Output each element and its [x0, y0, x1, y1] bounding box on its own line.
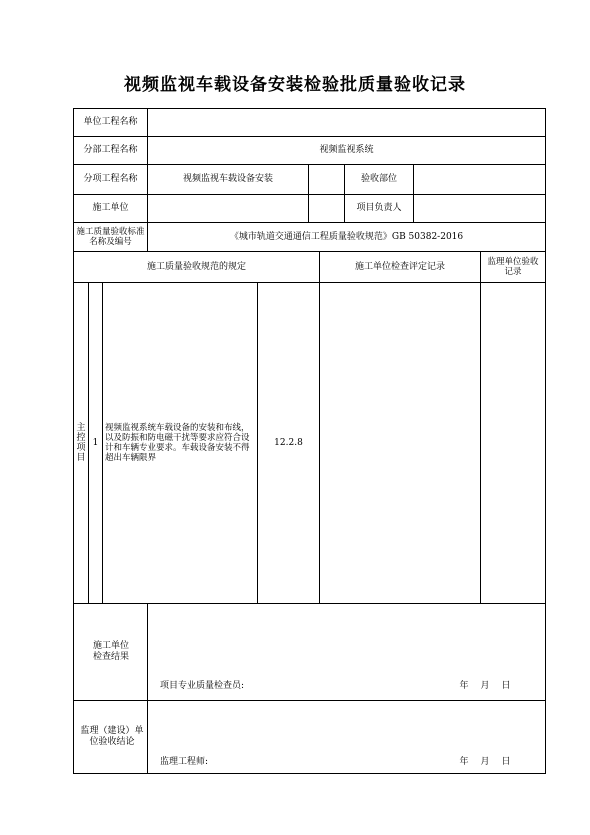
sub-project-label: 分部工程名称 — [83, 145, 138, 155]
acceptance-part-value — [414, 165, 545, 194]
column-divider — [308, 164, 309, 222]
item-number: 1 — [92, 437, 99, 448]
project-manager-value — [414, 195, 545, 222]
supervisor-date-day: 日 — [501, 756, 511, 767]
standard-value: 《城市轨道交通通信工程质量验收规范》GB 50382-2016 — [229, 231, 464, 242]
supervisor-record-header: 监理单位验收记录 — [487, 257, 539, 277]
supervisor-date-year: 年 — [459, 756, 469, 767]
column-divider — [147, 603, 148, 774]
sub-project-value: 视频监视系统 — [319, 145, 374, 155]
main-control-category: 主控项目 — [76, 423, 86, 463]
spec-header: 施工质量验收规范的规定 — [146, 261, 246, 272]
contractor-date-year: 年 — [459, 680, 469, 691]
column-divider — [102, 282, 103, 603]
acceptance-part-label: 验收部位 — [360, 174, 397, 184]
contractor-check-cell — [320, 283, 480, 603]
table-border-bottom — [73, 773, 546, 774]
unit-project-label: 单位工程名称 — [83, 117, 138, 127]
contractor-date-day: 日 — [501, 680, 511, 691]
constructor-label: 施工单位 — [92, 203, 129, 213]
row-divider — [73, 603, 546, 604]
contractor-signer: 项目专业质量检查员: — [160, 680, 245, 691]
supervisor-record-cell — [481, 283, 545, 603]
unit-project-value — [148, 109, 545, 136]
contractor-result-label: 施工单位检查结果 — [92, 641, 129, 662]
supervisor-conclusion-label: 监理（建设）单位验收结论 — [80, 726, 144, 747]
contractor-check-header: 施工单位检查评定记录 — [354, 261, 445, 272]
standard-label: 施工质量验收标准名称及编号 — [76, 227, 145, 247]
contractor-date-month: 月 — [480, 680, 490, 691]
item-requirement: 视频监视系统车载设备的安装和布线，以及防振和防电磁干扰等要求应符合设计和车辆专业要求。车载设备安装不得超出车辆限界 — [105, 423, 250, 463]
supervisor-date-month: 月 — [480, 756, 490, 767]
item-clause: 12.2.8 — [274, 437, 303, 448]
item-project-value: 视频监视车载设备安装 — [182, 174, 273, 184]
item-project-label: 分项工程名称 — [83, 174, 138, 184]
table-border-right — [545, 108, 546, 774]
constructor-value — [148, 195, 308, 222]
supervisor-signer: 监理工程师: — [160, 756, 209, 767]
project-manager-label: 项目负责人 — [356, 203, 402, 213]
page-title: 视频监视车载设备安装检验批质量验收记录 — [124, 75, 466, 95]
